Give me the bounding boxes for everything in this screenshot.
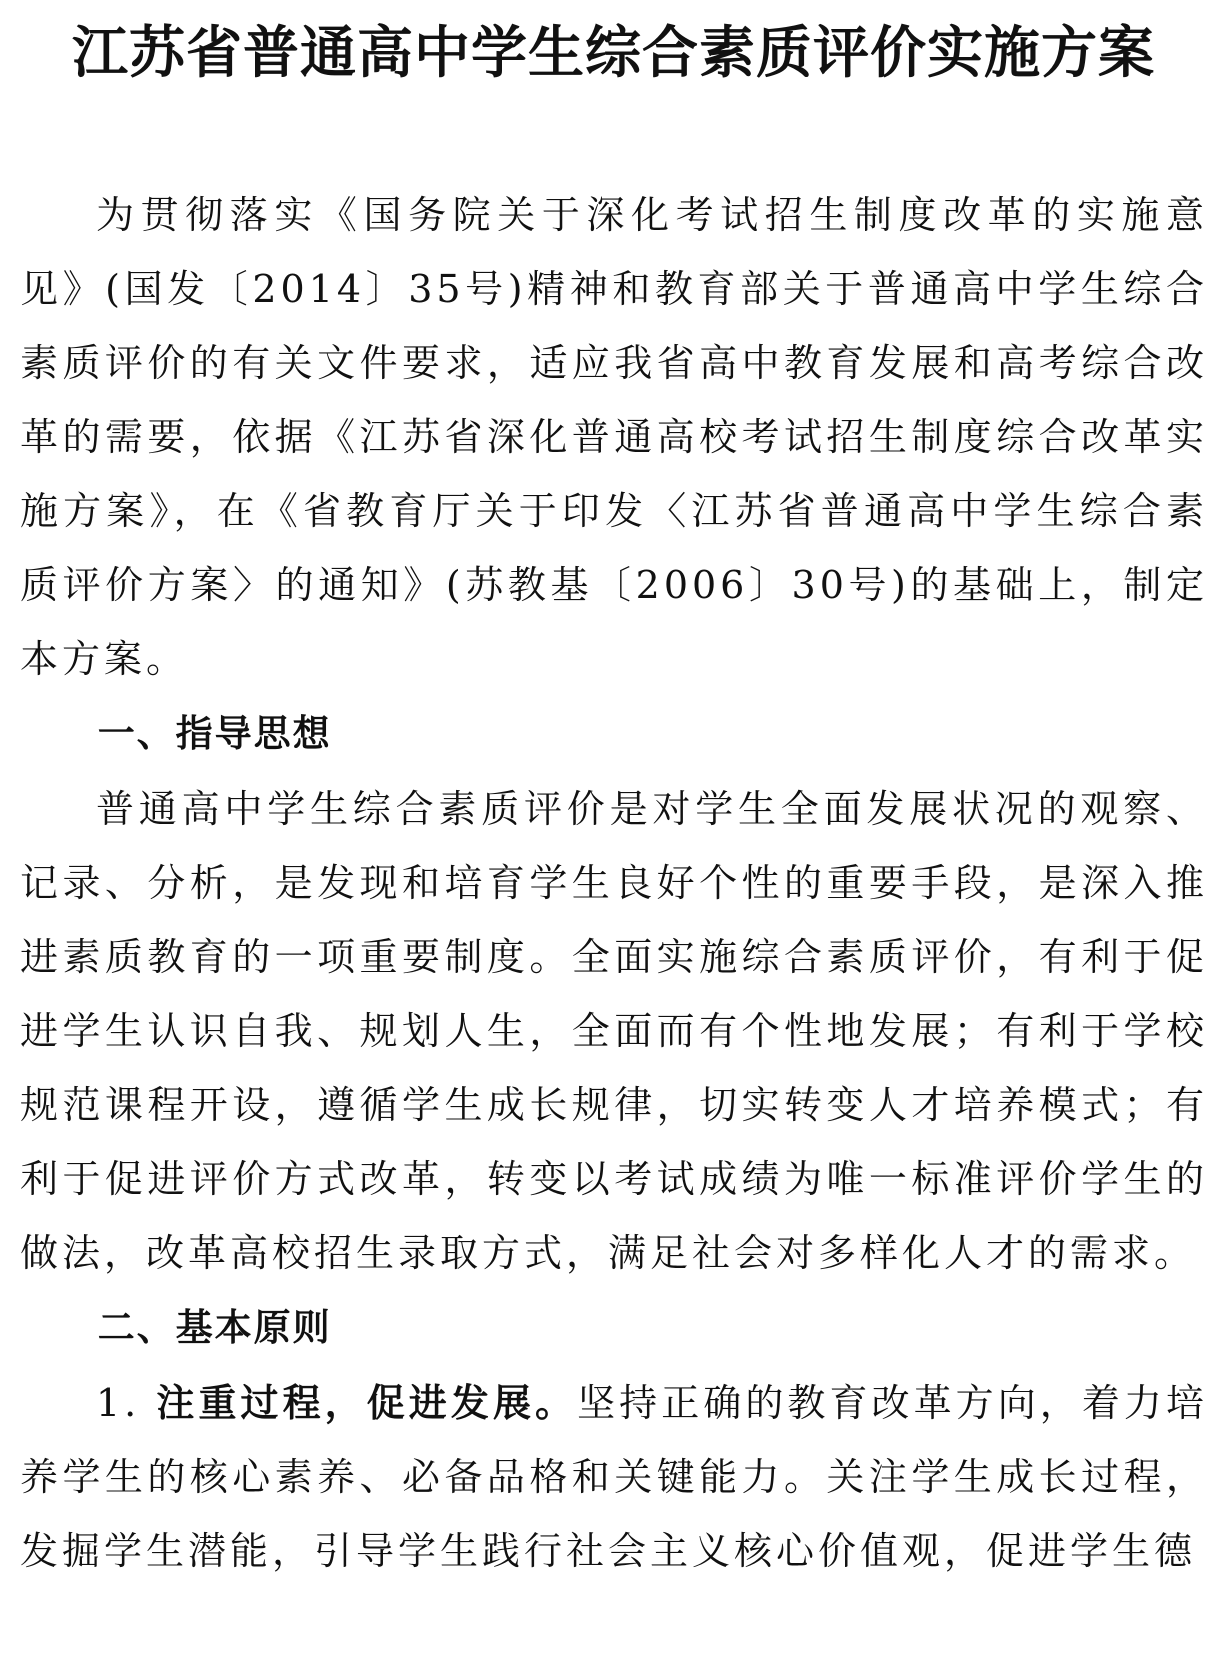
guiding-ideology-paragraph: 普通高中学生综合素质评价是对学生全面发展状况的观察、记录、分析，是发现和培育学生良好个性的重要手段，是深入推进素质教育的一项重要制度。全面实施综合素质评价，有利于促进学生认识自我、规划人生，全面而有个性地发展；有利于学校规范课程开设，遵循学生成长规律，切实转变人才培养模式；有利于促进评价方式改革，转变以考试成绩为唯一标准评价学生的做法，改革高校招生录取方式，满足社会对多样化人才的需求。 [20, 787, 1208, 1275]
intro-paragraph: 为贯彻落实《国务院关于深化考试招生制度改革的实施意见》(国发〔2014〕35号)精神和教育部关于普通高中学生综合素质评价的有关文件要求，适应我省高中教育发展和高考综合改革的需要，依据《江苏省深化普通高校考试招生制度综合改革实施方案》，在《省教育厅关于印发〈江苏省普通高中学生综合素质评价方案〉的通知》(苏教基〔2006〕30号)的基础上，制定本方案。 [20, 193, 1208, 681]
principle-item-1-number: 1. [96, 1381, 141, 1425]
principle-item-1-lead: 注重过程，促进发展。 [156, 1380, 578, 1425]
principle-item-1 [20, 1366, 1208, 1588]
section-heading-guiding-ideology: 一、指导思想 [97, 712, 332, 755]
document-body [20, 178, 1208, 1588]
document-title: 江苏省普通高中学生综合素质评价实施方案 [72, 21, 1155, 86]
section-heading-basic-principles: 二、基本原则 [97, 1306, 332, 1349]
principle-item-1-text: 坚持正确的教育改革方向，着力培养学生的核心素养、必备品格和关键能力。关注学生成长过程，发掘学生潜能，引导学生践行社会主义核心价值观，促进学生德 [20, 1381, 1208, 1573]
